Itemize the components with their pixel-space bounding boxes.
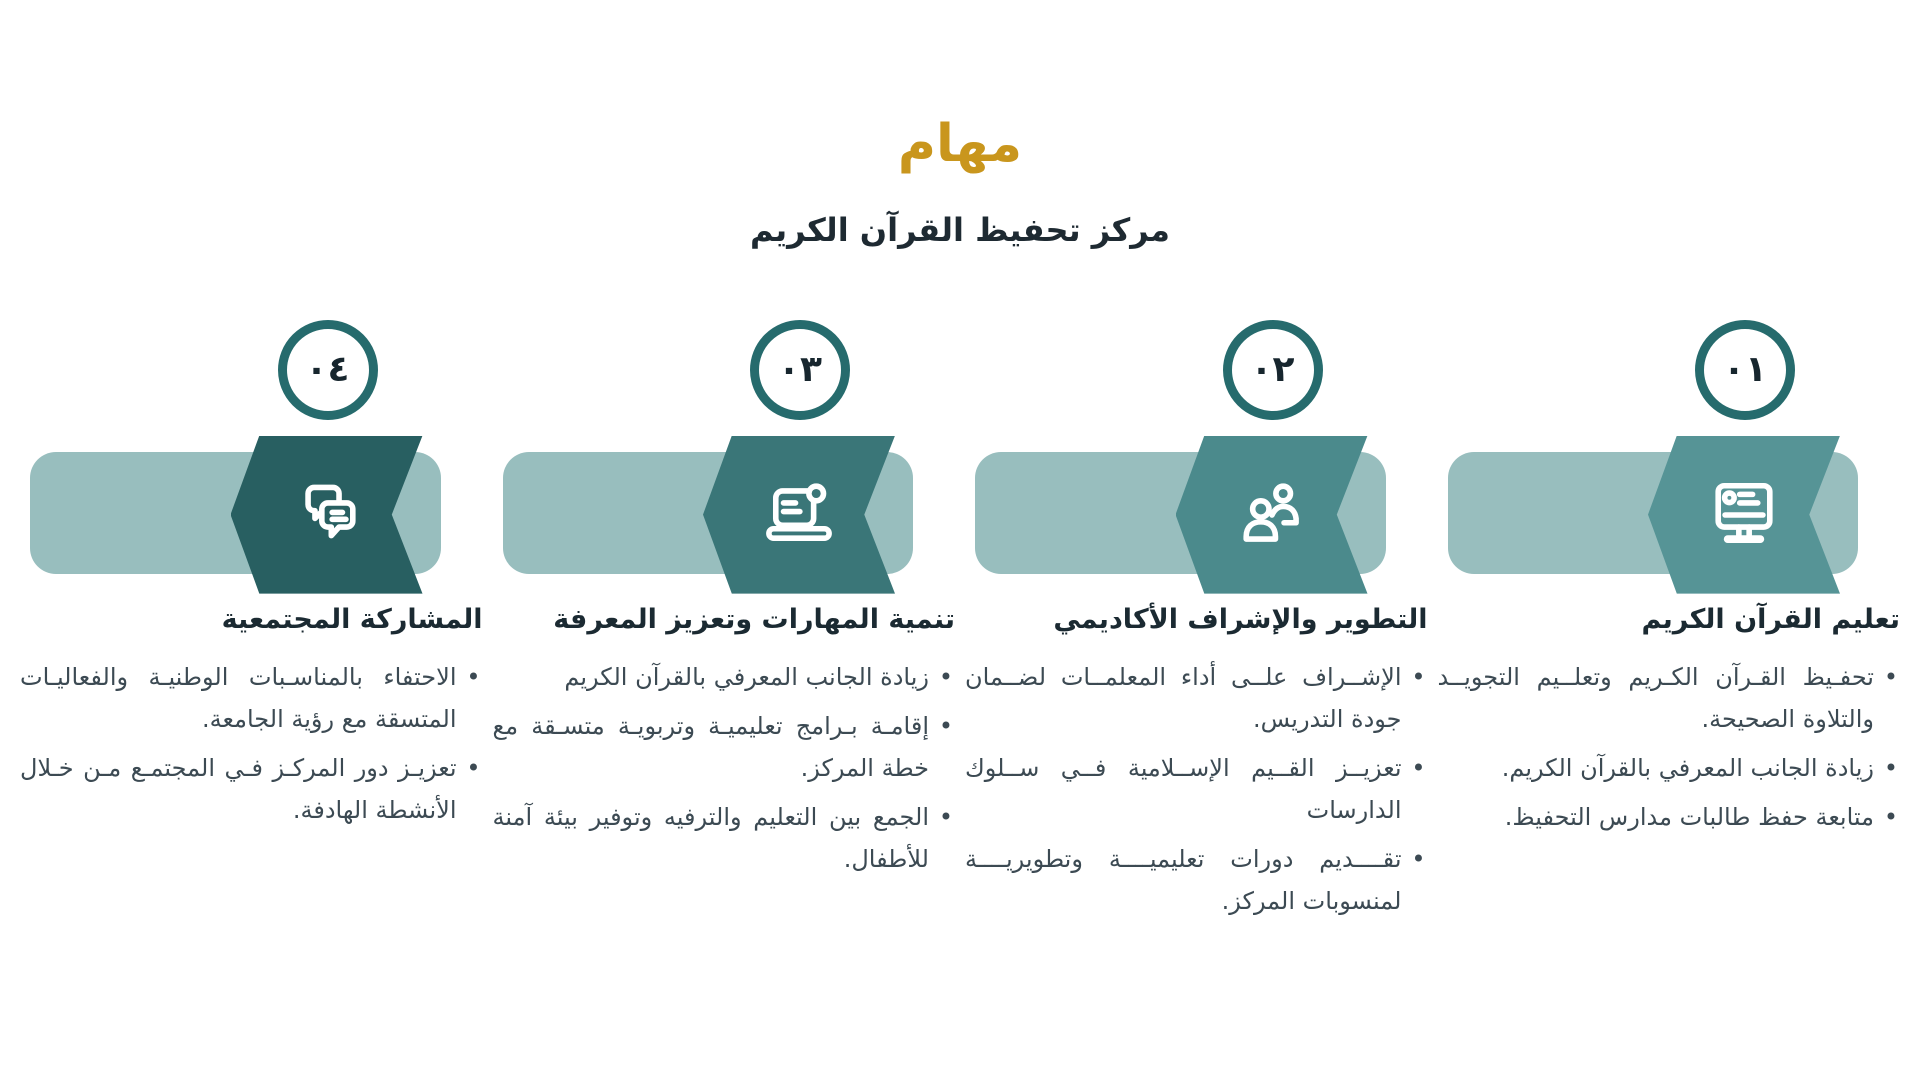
page-subtitle: مركز تحفيظ القرآن الكريم bbox=[750, 211, 1170, 250]
section-2-academic-supervision bbox=[965, 320, 1428, 929]
task-band bbox=[965, 436, 1428, 594]
trainees-icon bbox=[1229, 472, 1315, 558]
step-number-circle bbox=[1695, 320, 1795, 420]
section-title: تنمية المهارات وتعزيز المعرفة bbox=[553, 603, 955, 635]
section-title: المشاركة المجتمعية bbox=[221, 603, 483, 635]
task-band bbox=[1438, 436, 1901, 594]
task-band bbox=[493, 436, 956, 594]
step-number-circle bbox=[750, 320, 850, 420]
section-3-skills-development bbox=[493, 320, 956, 929]
bullet-item: • زيادة الجانب المعرفي بالقرآن الكريم bbox=[493, 656, 956, 698]
header bbox=[0, 0, 1920, 250]
bullet-item: • زيادة الجانب المعرفي بالقرآن الكريم. bbox=[1438, 747, 1901, 789]
bullet-list bbox=[20, 656, 483, 831]
step-number: ٠٢ bbox=[1250, 348, 1295, 390]
sections-grid bbox=[0, 320, 1920, 929]
page-title: مهام bbox=[897, 114, 1023, 174]
bullet-item: • تعزيـز دور المركـز فـي المجتمـع مـن خـلال الأنشطة الهادفة. bbox=[20, 747, 483, 831]
bullet-item: • تعزيــز القــيم الإســلامية فــي ســلوك الدارسات bbox=[965, 747, 1428, 831]
section-4-community-participation bbox=[20, 320, 483, 929]
bullet-item: • إقامـة بـرامج تعليميـة وتربويـة متسـقة مع خطة المركز. bbox=[493, 705, 956, 789]
bullet-list bbox=[493, 656, 956, 880]
step-number-circle bbox=[278, 320, 378, 420]
bullet-item: • الاحتفاء بالمناسـبات الوطنيـة والفعاليـات المتسقة مع رؤية الجامعة. bbox=[20, 656, 483, 740]
screen-icon bbox=[1701, 472, 1787, 558]
bullet-item: • تقــــديم دورات تعليميــــة وتطويريــــة لمنسوبات المركز. bbox=[965, 838, 1428, 922]
section-title: التطوير والإشراف الأكاديمي bbox=[1053, 603, 1428, 635]
chat-bubbles-icon bbox=[284, 472, 370, 558]
bullet-item: • تحفـيظ القـرآن الكـريم وتعلــيم التجويــد والتلاوة الصحيحة. bbox=[1438, 656, 1901, 740]
step-number: ٠١ bbox=[1723, 348, 1767, 390]
bullet-list bbox=[1438, 656, 1901, 838]
laptop-icon bbox=[756, 472, 842, 558]
bullet-item: • الإشــراف علــى أداء المعلمــات لضــمان جودة التدريس. bbox=[965, 656, 1428, 740]
bullet-item: • متابعة حفظ طالبات مدارس التحفيظ. bbox=[1438, 796, 1901, 838]
task-band bbox=[20, 436, 483, 594]
section-title: تعليم القرآن الكريم bbox=[1641, 603, 1900, 635]
bullet-list bbox=[965, 656, 1428, 922]
step-number: ٠٣ bbox=[778, 348, 822, 390]
step-number: ٠٤ bbox=[305, 348, 350, 390]
section-1-quran-teaching bbox=[1438, 320, 1901, 929]
bullet-item: • الجمع بين التعليم والترفيه وتوفير بيئة آمنة للأطفال. bbox=[493, 796, 956, 880]
step-number-circle bbox=[1223, 320, 1323, 420]
